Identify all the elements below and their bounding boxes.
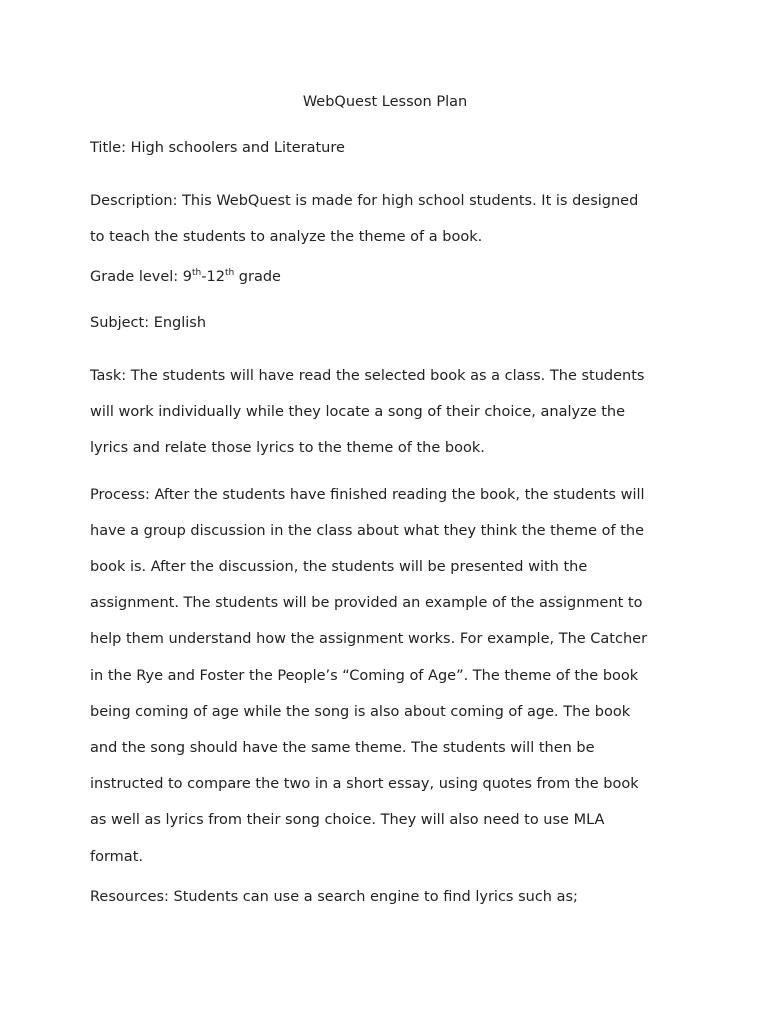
grade-superscript: th: [192, 267, 202, 278]
process-line: instructed to compare the two in a short essay, using quotes from the book: [90, 776, 639, 793]
process-line: and the song should have the same theme. The students will then be: [90, 739, 595, 756]
title-line: Title: High schoolers and Literature: [90, 140, 345, 156]
process-line: being coming of age while the song is also about coming of age. The book: [90, 703, 631, 720]
grade-superscript: th: [224, 267, 235, 278]
document-heading: WebQuest Lesson Plan: [302, 94, 468, 110]
resources-line: Resources: Students can use a search engine to find lyrics such as;: [90, 888, 578, 905]
grade-prefix: Grade level: 9: [90, 268, 193, 285]
description-line: Description: This WebQuest is made for high school students. It is designed: [90, 192, 639, 209]
subject-line: Subject: English: [90, 315, 207, 332]
process-line: as well as lyrics from their song choice. They will also need to use MLA: [90, 812, 605, 829]
process-line: help them understand how the assignment works. For example, The Catcher: [90, 631, 648, 648]
process-line: in the Rye and Foster the People’s “Coming of Age”. The theme of the book: [90, 667, 639, 684]
process-line: format.: [90, 848, 143, 865]
process-line: Process: After the students have finished reading the book, the students will: [90, 486, 645, 503]
process-line: book is. After the discussion, the students will be presented with the: [90, 558, 588, 575]
task-line: Task: The students will have read the selected book as a class. The students: [90, 367, 645, 384]
process-paragraph: [90, 477, 680, 875]
description-paragraph: [90, 183, 680, 255]
description-line: to teach the students to analyze the theme of a book.: [90, 228, 483, 245]
grade-suffix: grade: [234, 268, 281, 285]
process-line: assignment. The students will be provided an example of the assignment to: [90, 595, 643, 612]
process-line: have a group discussion in the class about what they think the theme of the: [90, 522, 644, 539]
document-body: [90, 90, 680, 931]
grade-middle: -12: [201, 268, 225, 285]
task-line: lyrics and relate those lyrics to the theme of the book.: [90, 440, 485, 457]
task-line: will work individually while they locate a song of their choice, analyze the: [90, 404, 626, 421]
grade-level-line: [90, 265, 680, 289]
task-paragraph: [90, 358, 680, 467]
